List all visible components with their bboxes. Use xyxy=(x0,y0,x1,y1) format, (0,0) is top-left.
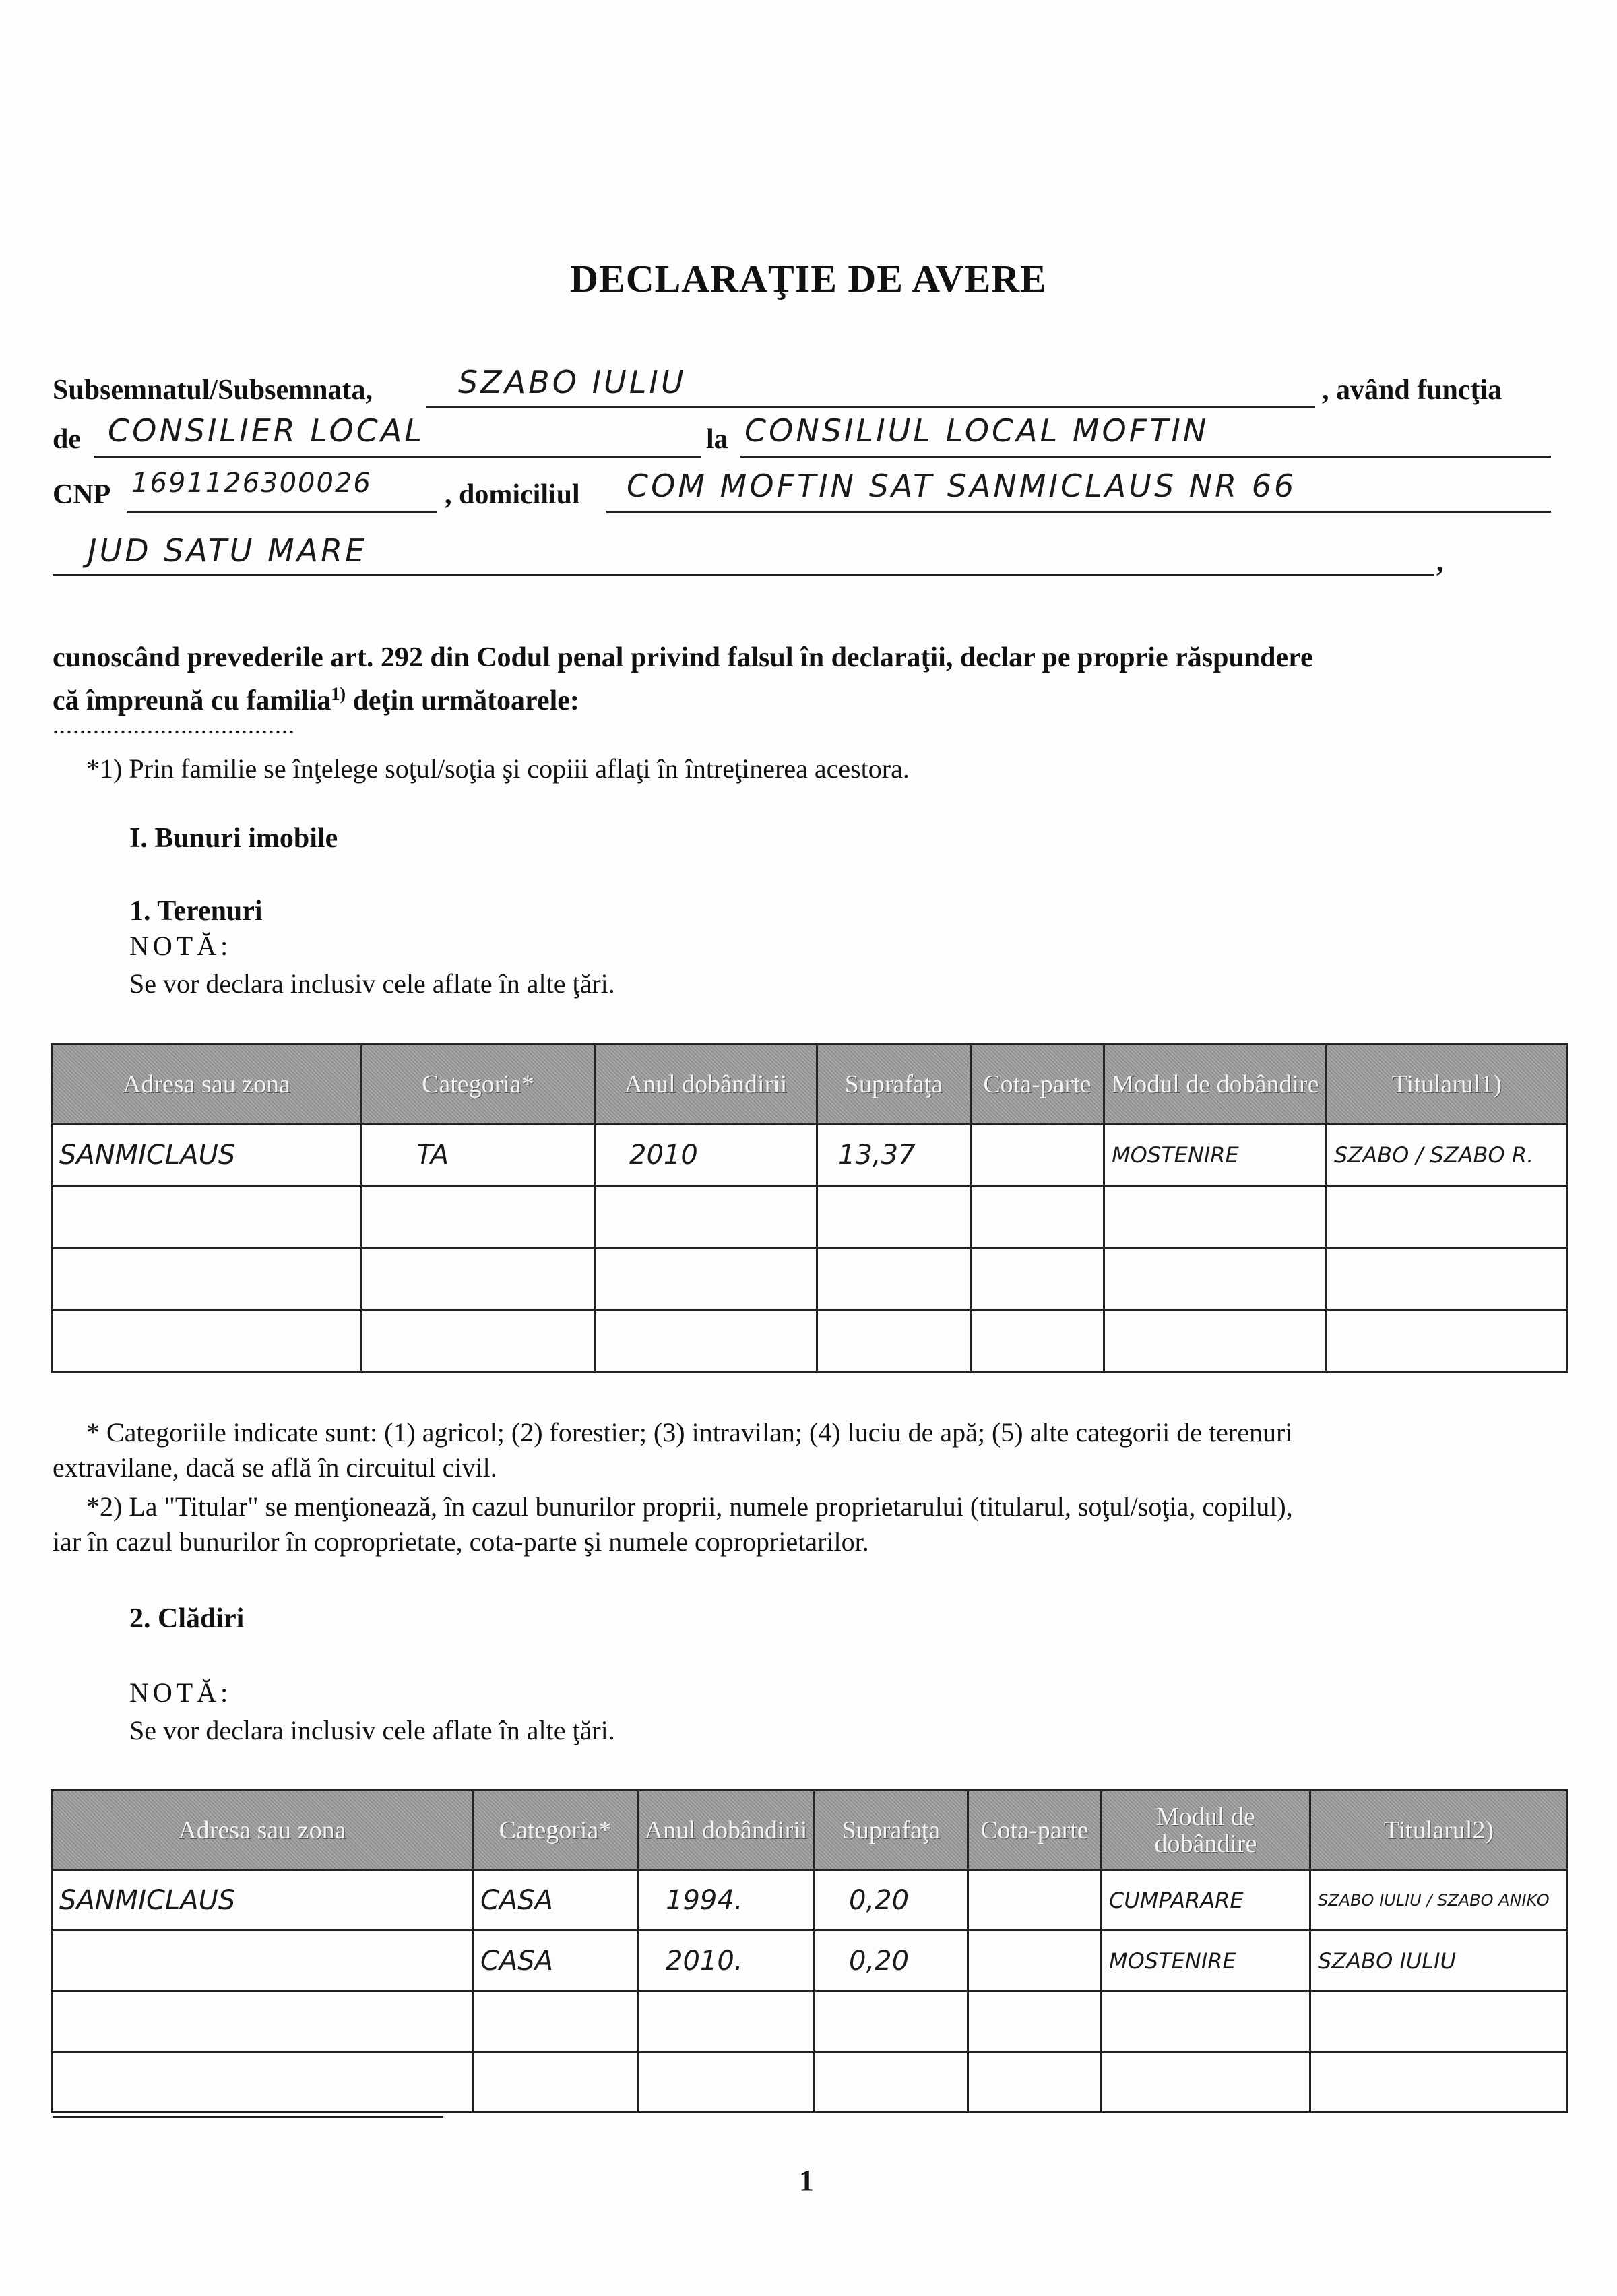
label-cnp: CNP xyxy=(53,479,111,510)
cnp-underline xyxy=(127,511,437,513)
function-handwritten: CONSILIER LOCAL xyxy=(108,412,424,449)
nota-text-1: Se vor declara inclusiv cele aflate în alte ţări. xyxy=(129,968,615,999)
cell-categoria: CASA xyxy=(473,1870,638,1931)
address-underline-2 xyxy=(53,574,1434,576)
name-handwritten: SZABO IULIU xyxy=(458,364,687,400)
cell-anul: 1994. xyxy=(638,1870,815,1931)
label-la: la xyxy=(706,424,728,455)
col-header-adresa: Adresa sau zona xyxy=(52,1045,362,1124)
nota-label-2: NOTĂ: xyxy=(129,1677,232,1708)
footnote-family: *1) Prin familie se înţelege soţul/soţia şi copiii aflaţi în întreţinerea acestora. xyxy=(86,753,910,784)
cell-suprafata: 0,20 xyxy=(815,1870,968,1931)
col-header-anul: Anul dobândirii xyxy=(595,1045,817,1124)
cell-anul: 2010. xyxy=(638,1931,815,1991)
terenuri-table xyxy=(51,1043,1568,1373)
col-header-adresa: Adresa sau zona xyxy=(52,1791,473,1870)
cell-adresa: SANMICLAUS xyxy=(52,1870,473,1931)
address-underline xyxy=(606,511,1551,513)
cell-categoria: CASA xyxy=(473,1931,638,1991)
label-subsemnatul: Subsemnatul/Subsemnata, xyxy=(53,375,373,406)
col-header-modul: Modul de dobândire xyxy=(1104,1045,1327,1124)
cell-categoria: TA xyxy=(362,1124,595,1186)
table-row xyxy=(52,1870,1568,1931)
cell-anul: 2010 xyxy=(595,1124,817,1186)
col-header-suprafata: Suprafaţa xyxy=(817,1045,971,1124)
section-heading-imobile: I. Bunuri imobile xyxy=(129,823,338,854)
table-row xyxy=(52,1931,1568,1991)
subheading-cladiri: 2. Clădiri xyxy=(129,1603,245,1634)
page-title: DECLARAŢIE DE AVERE xyxy=(570,257,1047,301)
cladiri-table xyxy=(51,1789,1568,2113)
intro-line-2b: deţin următoarele: xyxy=(346,685,579,716)
col-header-categoria: Categoria* xyxy=(362,1045,595,1124)
page-number: 1 xyxy=(799,2164,814,2197)
intro-line-2a: că împreună cu familia xyxy=(53,685,331,716)
address-handwritten-2: JUD SATU MARE xyxy=(88,532,368,569)
name-underline xyxy=(426,406,1315,408)
cell-adresa: SANMICLAUS xyxy=(52,1124,362,1186)
col-header-categoria: Categoria* xyxy=(473,1791,638,1870)
cell-modul: CUMPARARE xyxy=(1102,1870,1310,1931)
table-row xyxy=(52,2052,1568,2113)
col-header-anul: Anul dobândirii xyxy=(638,1791,815,1870)
subheading-terenuri: 1. Terenuri xyxy=(129,896,263,927)
dots-separator: .................................... xyxy=(53,712,295,739)
cell-cota xyxy=(971,1124,1104,1186)
comma-end: , xyxy=(1436,547,1444,578)
cell-titular: SZABO / SZABO R. xyxy=(1327,1124,1568,1186)
note-categories: * Categoriile indicate sunt: (1) agricol; (2) forestier; (3) intravilan; (4) luciu de apă; (5) alte categorii de terenuri xyxy=(86,1417,1293,1448)
intro-sup: 1) xyxy=(331,684,346,704)
cell-modul: MOSTENIRE xyxy=(1102,1931,1310,1991)
col-header-modul: Modul de dobândire xyxy=(1102,1791,1310,1870)
note-categories-2: extravilane, dacă se află în circuitul civil. xyxy=(53,1452,497,1483)
cell-titular: SZABO IULIU xyxy=(1310,1931,1568,1991)
address-handwritten: COM MOFTIN SAT SANMICLAUS NR 66 xyxy=(627,468,1297,504)
institution-underline xyxy=(740,456,1551,458)
table-row xyxy=(52,1991,1568,2052)
cell-suprafata: 13,37 xyxy=(817,1124,971,1186)
note-titular: *2) La "Titular" se menţionează, în cazul bunurilor proprii, numele proprietarului (titularul, soţul/soţia, copilul), xyxy=(86,1491,1293,1522)
label-de: de xyxy=(53,424,81,455)
nota-text-2: Se vor declara inclusiv cele aflate în alte ţări. xyxy=(129,1715,615,1745)
table-row xyxy=(52,1186,1568,1248)
cell-suprafata: 0,20 xyxy=(815,1931,968,1991)
note-titular-2: iar în cazul bunurilor în coproprietate, cota-parte şi numele coproprietarilor. xyxy=(53,1526,869,1557)
cell-adresa xyxy=(52,1931,473,1991)
cell-cota xyxy=(968,1931,1102,1991)
cell-titular: SZABO IULIU / SZABO ANIKO xyxy=(1310,1870,1568,1931)
intro-line-1: cunoscând prevederile art. 292 din Codul penal privind falsul în declaraţii, declar pe proprie răspundere xyxy=(53,642,1313,673)
cnp-handwritten: 1691126300026 xyxy=(131,468,372,499)
nota-label-1: NOTĂ: xyxy=(129,931,232,961)
table-row xyxy=(52,1310,1568,1372)
table-row xyxy=(52,1124,1568,1186)
col-header-titularul: Titularul1) xyxy=(1327,1045,1568,1124)
col-header-suprafata: Suprafaţa xyxy=(815,1791,968,1870)
footnote-separator xyxy=(53,2116,443,2118)
col-header-titularul: Titularul2) xyxy=(1310,1791,1568,1870)
col-header-cota: Cota-parte xyxy=(968,1791,1102,1870)
table-row xyxy=(52,1248,1568,1310)
label-domiciliul: , domiciliul xyxy=(445,479,580,510)
institution-handwritten: CONSILIUL LOCAL MOFTIN xyxy=(744,412,1209,449)
cell-cota xyxy=(968,1870,1102,1931)
col-header-cota: Cota-parte xyxy=(971,1045,1104,1124)
label-avand-functia: , având funcţia xyxy=(1322,375,1502,406)
cell-modul: MOSTENIRE xyxy=(1104,1124,1327,1186)
function-underline xyxy=(94,456,701,458)
